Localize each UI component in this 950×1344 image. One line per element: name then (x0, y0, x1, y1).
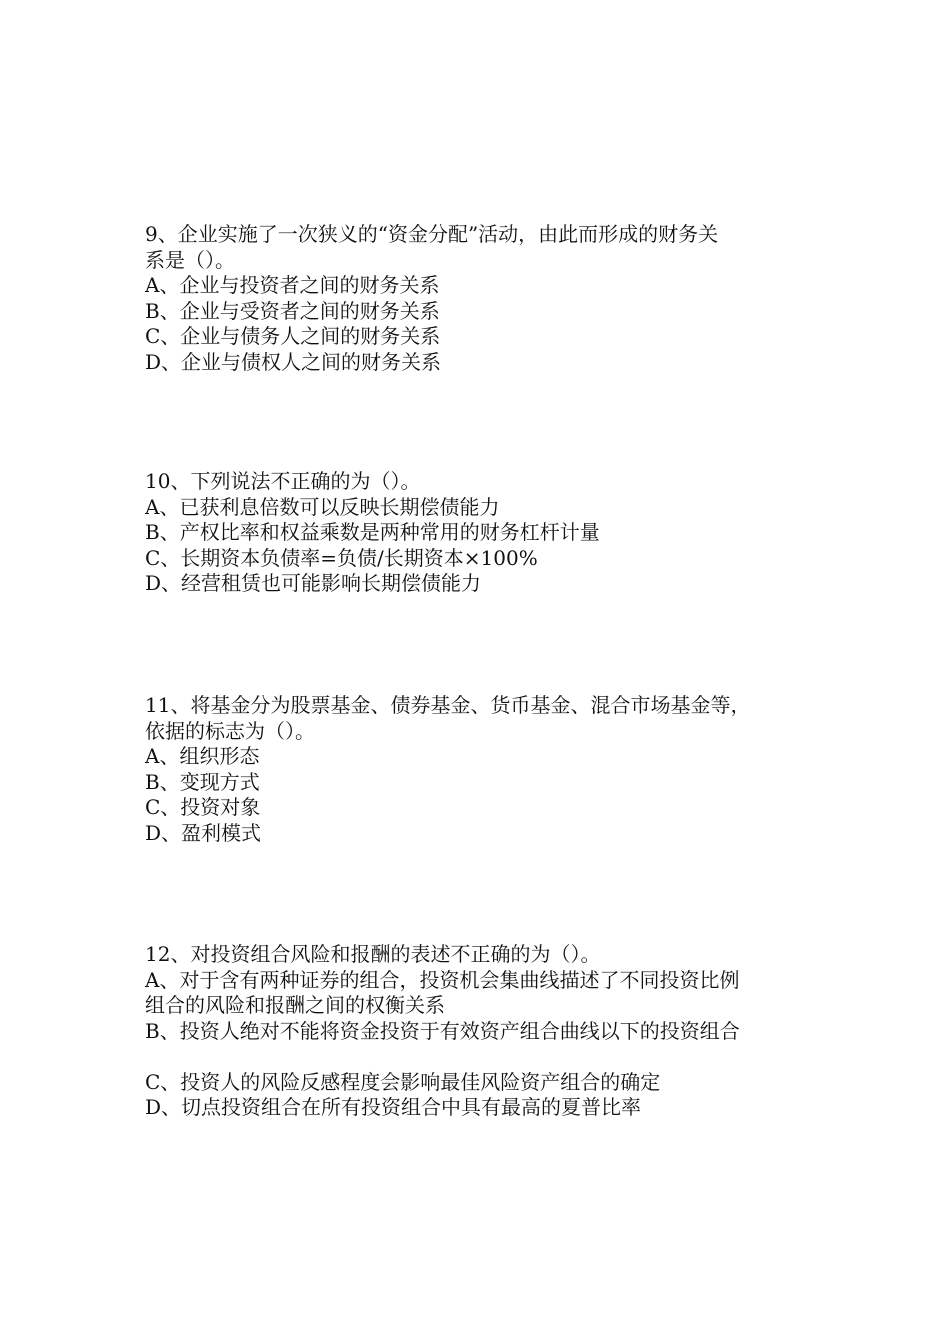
question-stem: 9、企业实施了一次狭义的“资金分配”活动，由此而形成的财务关 (145, 222, 719, 246)
option-a: A、已获利息倍数可以反映长期偿债能力 (145, 494, 500, 519)
option-c: C、企业与债务人之间的财务关系 (145, 324, 441, 348)
question-11 (145, 693, 815, 846)
option-d: D、切点投资组合在所有投资组合中具有最高的夏普比率 (145, 1095, 642, 1119)
option-b: B、企业与受资者之间的财务关系 (145, 298, 440, 323)
option-a-continued: 组合的风险和报酬之间的权衡关系 (145, 993, 445, 1017)
question-stem: 12、对投资组合风险和报酬的表述不正确的为（）。 (145, 942, 601, 966)
option-b: B、产权比率和权益乘数是两种常用的财务杠杆计量 (145, 520, 600, 544)
question-stem: 系是（）。 (145, 247, 235, 272)
question-stem: 11、将基金分为股票基金、债券基金、货币基金、混合市场基金等， (145, 693, 751, 717)
question-stem: 依据的标志为（）。 (145, 718, 315, 743)
blank-line (145, 1044, 815, 1070)
question-stem: 10、下列说法不正确的为（）。 (145, 469, 421, 493)
option-b: B、投资人绝对不能将资金投资于有效资产组合曲线以下的投资组合 (145, 1018, 740, 1043)
option-a: A、对于含有两种证券的组合，投资机会集曲线描述了不同投资比例 (145, 967, 740, 992)
option-a: A、企业与投资者之间的财务关系 (145, 273, 440, 297)
option-c: C、投资人的风险反感程度会影响最佳风险资产组合的确定 (145, 1069, 661, 1094)
option-a: A、组织形态 (145, 744, 260, 768)
option-c: C、投资对象 (145, 795, 261, 819)
question-12 (145, 942, 815, 1121)
option-d: D、盈利模式 (145, 820, 262, 845)
question-9 (145, 222, 815, 375)
option-b: B、变现方式 (145, 769, 260, 794)
option-d: D、企业与债权人之间的财务关系 (145, 349, 442, 374)
option-d: D、经营租赁也可能影响长期偿债能力 (145, 571, 482, 595)
option-c: C、长期资本负债率=负债/长期资本×100% (145, 545, 538, 570)
question-10 (145, 469, 815, 597)
